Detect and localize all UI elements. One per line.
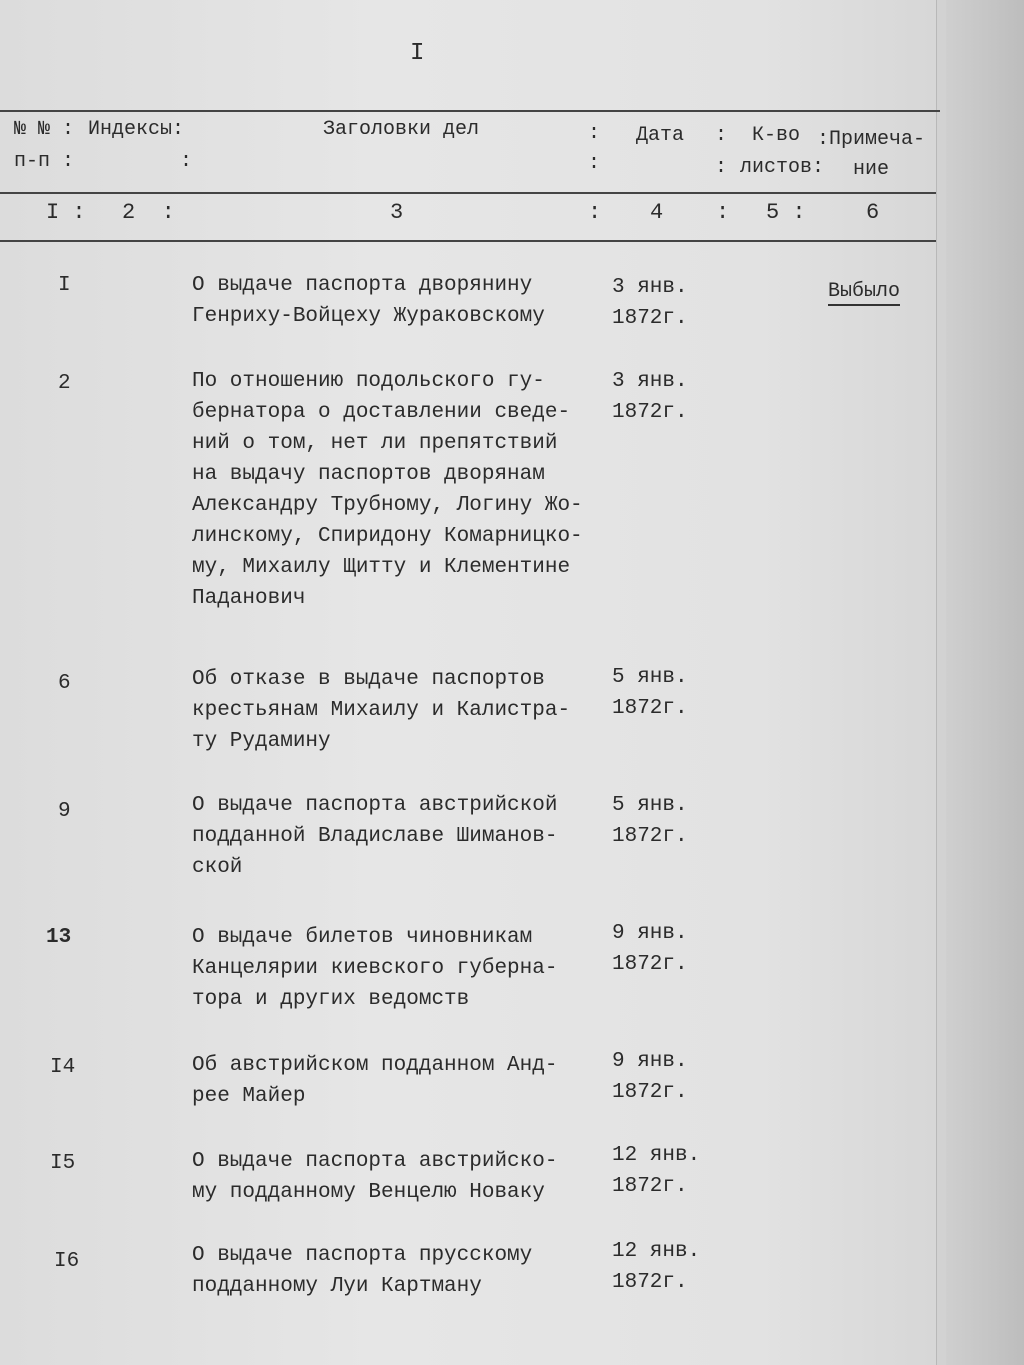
page-number: I [410, 40, 425, 67]
entry-title: О выдаче паспорта австрийской подданной Владиславе Шиманов- ской [192, 794, 558, 879]
table-top-rule [0, 110, 940, 112]
column-number-rule [0, 240, 936, 242]
col-sep-3: : [588, 200, 602, 225]
entry-title: О выдаче паспорта дворянину Генриху-Войцеху Жураковскому [192, 274, 545, 328]
entry-title: О выдаче паспорта прусскому подданному Луи Картману [192, 1244, 533, 1298]
header-titles: Заголовки дел [323, 118, 480, 141]
entry-date: 5 янв. 1872г. [612, 666, 688, 720]
header-sheets-line1: К-во [752, 124, 801, 147]
entry-title: О выдаче билетов чиновникам Канцелярии киевского губерна- тора и других ведомств [192, 926, 558, 1011]
col-number-5: 5 : [766, 200, 806, 225]
header-notes-line1: :Примеча- [817, 128, 926, 151]
header-num-line2: п-п : [14, 150, 75, 173]
entry-number: I [58, 274, 71, 297]
entry-number: 2 [58, 372, 71, 395]
col-number-6: 6 [866, 200, 880, 225]
entry-number: I4 [50, 1056, 76, 1079]
entry-date: 9 янв. 1872г. [612, 922, 688, 976]
header-sep-3b: : [715, 156, 728, 179]
header-rule [0, 192, 936, 194]
entry-date: 12 янв. 1872г. [612, 1240, 701, 1294]
entry-number: 9 [58, 800, 71, 823]
entry-number: 6 [58, 672, 71, 695]
header-sep-1: : [180, 150, 193, 173]
entry-date: 3 янв. 1872г. [612, 370, 688, 424]
entry-number: I5 [50, 1152, 76, 1175]
entry-date: 12 янв. 1872г. [612, 1144, 701, 1198]
col-number-1: I : [46, 200, 86, 225]
entry-number: 13 [46, 926, 72, 949]
header-index: Индексы: [88, 118, 185, 141]
background-sheet [946, 0, 1024, 1365]
col-sep-4: : [716, 200, 730, 225]
entry-title: По отношению подольского гу- бернатора о доставлении сведе- ний о том, нет ли препятствий на выдачу паспортов дворянам Александру Трубному, Логину Жо- линскому, Спиридону Комарницко- му, Михаилу Щитту и Клементине Паданович [192, 370, 583, 610]
header-notes-line2: ние [853, 158, 890, 181]
col-number-2: 2 : [122, 200, 175, 225]
col-number-4: 4 [650, 200, 664, 225]
header-sep-3: : [715, 124, 728, 147]
entry-note: Выбыло [828, 280, 900, 306]
header-date: Дата [636, 124, 685, 147]
entry-title: Об австрийском подданном Анд- рее Майер [192, 1054, 558, 1108]
entry-date: 3 янв. 1872г. [612, 276, 688, 330]
entry-date: 9 янв. 1872г. [612, 1050, 688, 1104]
header-sheets-line2: листов: [740, 156, 825, 179]
entry-title: Об отказе в выдаче паспортов крестьянам Михаилу и Калистра- ту Рудамину [192, 668, 571, 753]
entry-title: О выдаче паспорта австрийско- му подданному Венцелю Новаку [192, 1150, 558, 1204]
header-num-line1: № № : [14, 118, 75, 141]
header-sep-2: : [588, 122, 601, 145]
header-sep-2b: : [588, 152, 601, 175]
entry-date: 5 янв. 1872г. [612, 794, 688, 848]
entry-number: I6 [54, 1250, 80, 1273]
col-number-3: 3 [390, 200, 404, 225]
